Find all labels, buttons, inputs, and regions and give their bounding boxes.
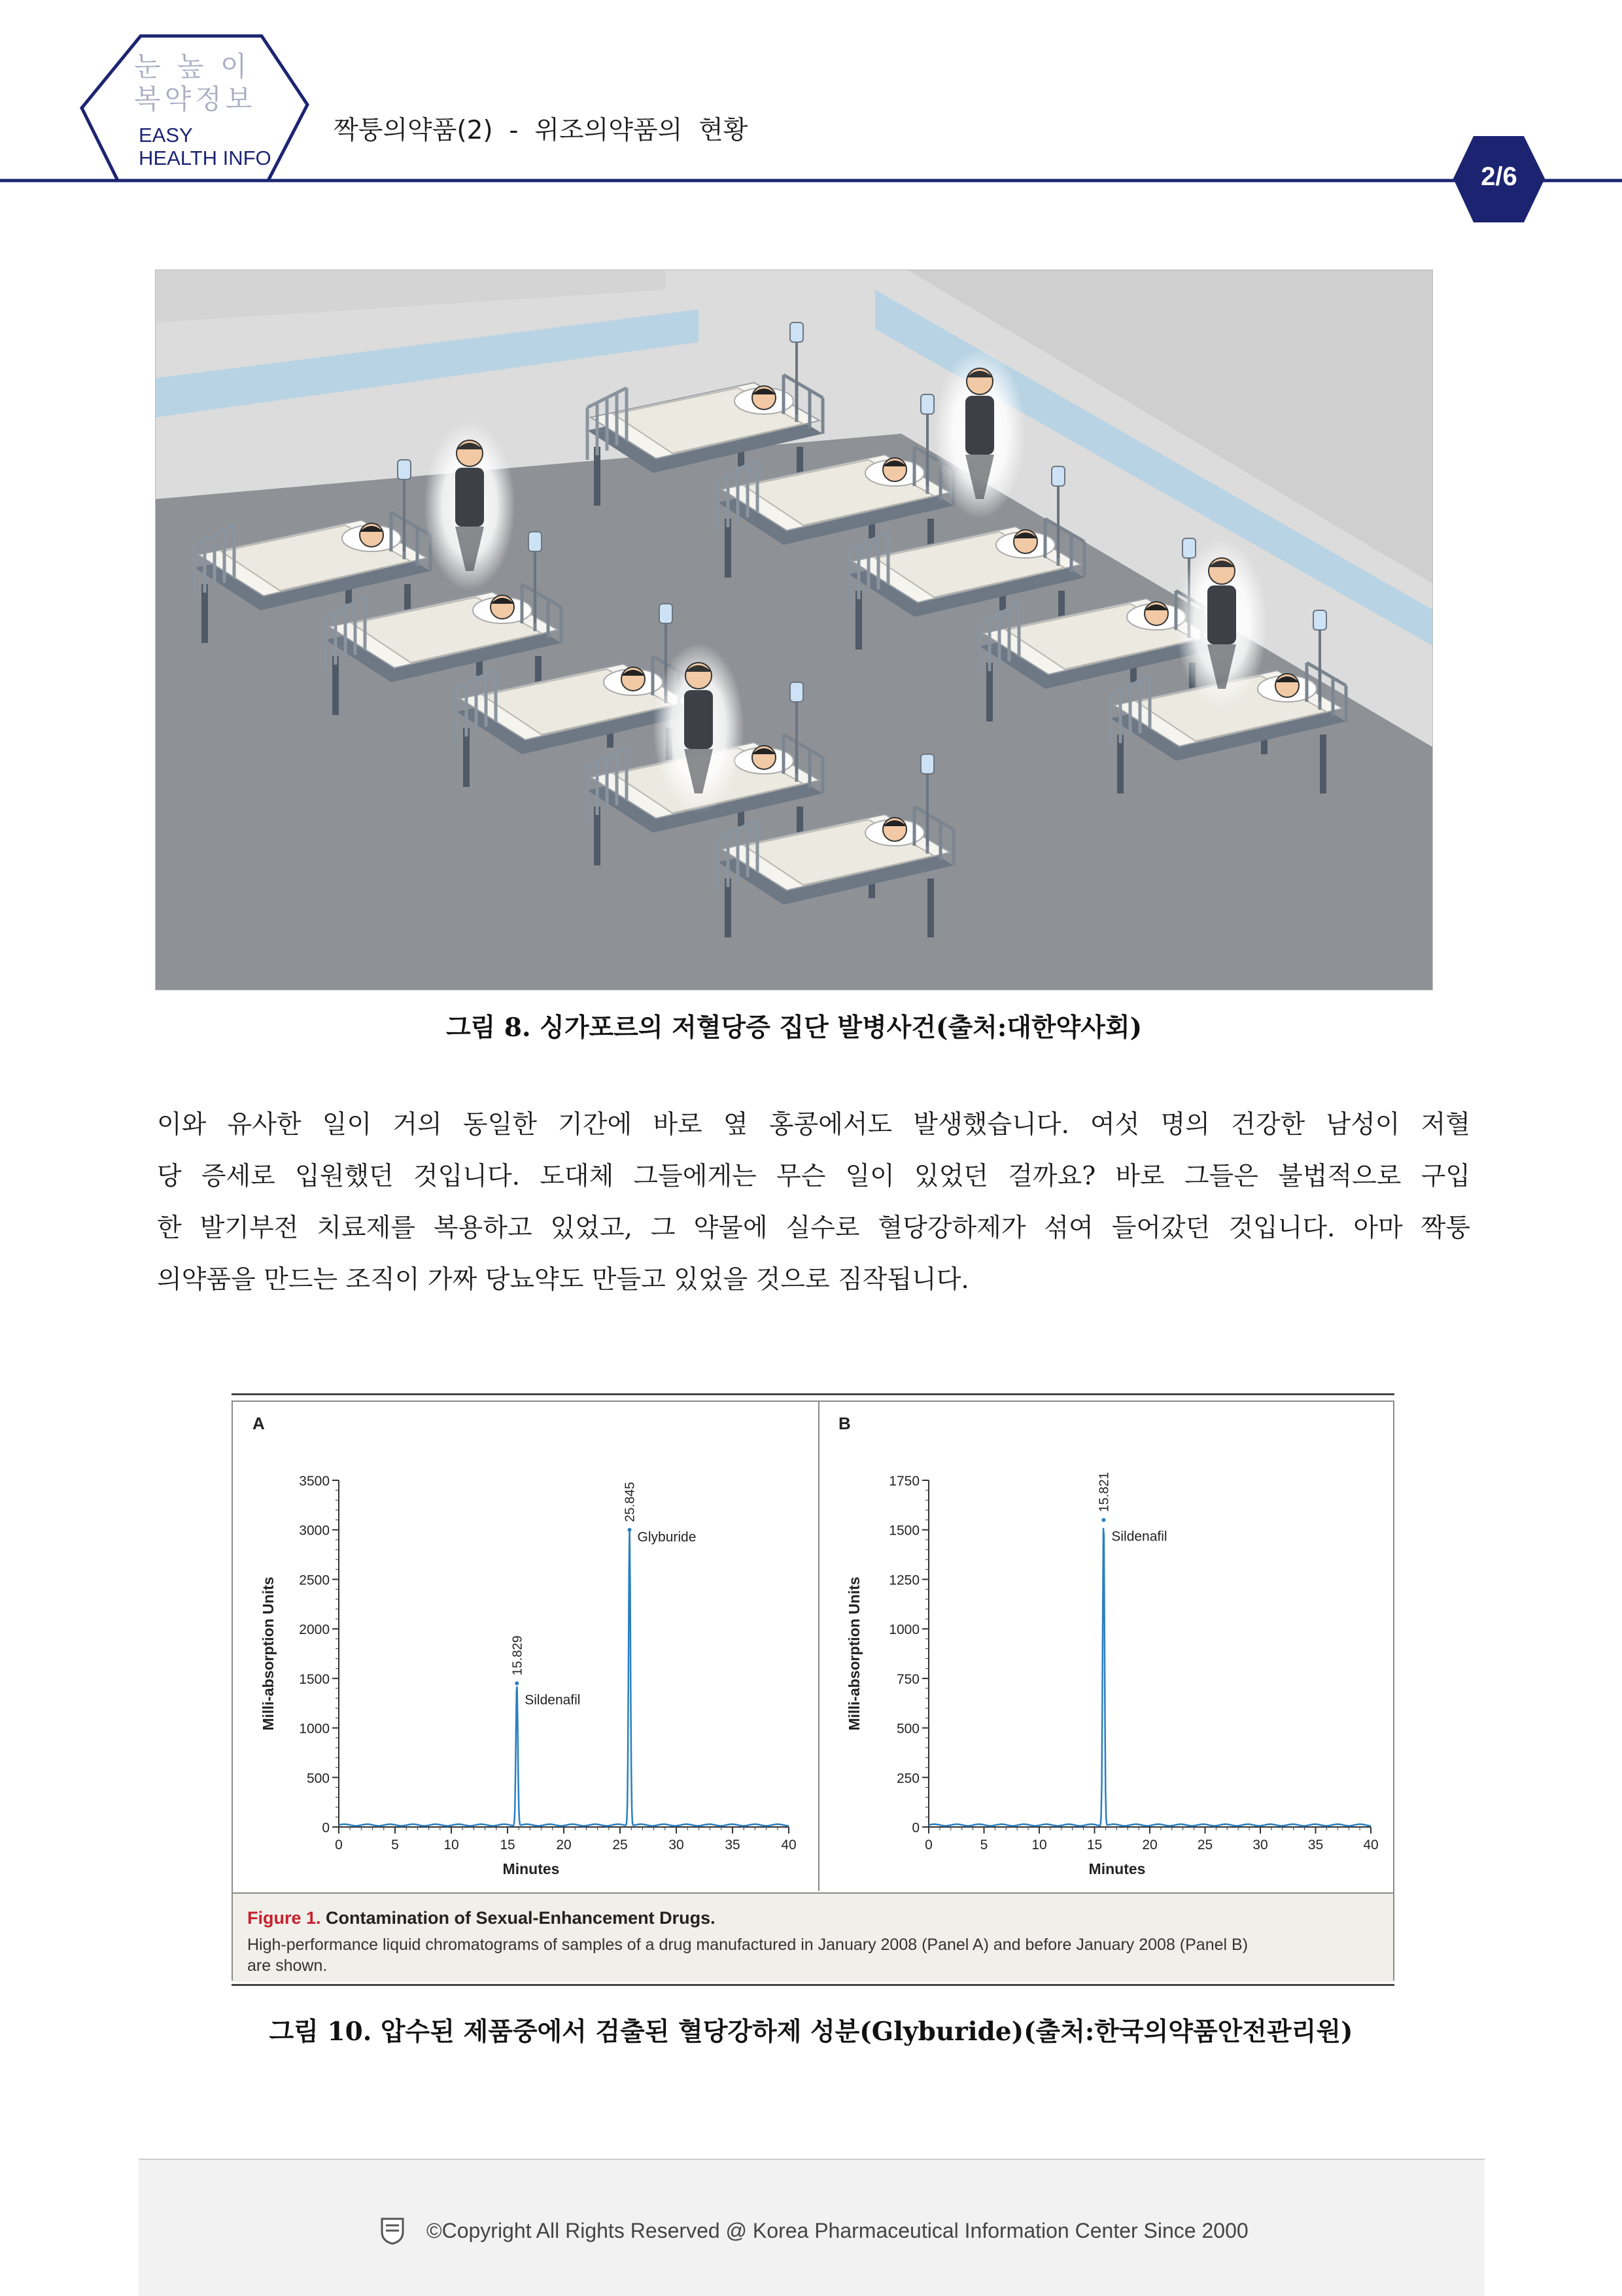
x-axis-label: Minutes [502, 1860, 560, 1877]
chromatogram-frame [232, 1400, 1394, 1981]
x-tick-label: 0 [925, 1837, 933, 1852]
chromatogram-trace [929, 1528, 1371, 1826]
x-tick-label: 25 [612, 1837, 628, 1852]
figure8-caption: 그림 8. 싱가포르의 저혈당증 집단 발병사건(출처:대한약사회) [445, 1013, 1143, 1043]
peak-point [515, 1681, 519, 1685]
x-tick-label: 25 [1197, 1837, 1213, 1852]
paragraph-line: 당 증세로 입원했던 것입니다. 도대체 그들에게는 무슨 일이 있었던 걸까요? 바로 그들은 불법적으로 구입 [157, 1162, 1470, 1191]
x-tick-label: 5 [980, 1837, 988, 1852]
y-tick-label: 1250 [889, 1573, 920, 1588]
page-number: 2/6 [1481, 162, 1517, 191]
peak-compound-label: Sildenafil [525, 1692, 581, 1708]
y-tick-label: 500 [896, 1721, 920, 1737]
shield-logo-icon [379, 2216, 406, 2245]
figure-label: Figure 1. [247, 1908, 321, 1928]
x-tick-label: 15 [1086, 1837, 1103, 1852]
paragraph-line: 이와 유사한 일이 거의 동일한 기간에 바로 옆 홍콩에서도 발생했습니다. 여섯 명의 건강한 남성이 저혈 [157, 1110, 1470, 1139]
copyright-text: ©Copyright All Rights Reserved @ Korea Pharmaceutical Information Center Since 2000 [426, 2219, 1249, 2242]
chromatogram-chart [233, 1402, 1393, 1891]
x-tick-label: 10 [443, 1837, 459, 1852]
figure-description-line1: High-performance liquid chromatograms of samples of a drug manufactured in January 2008 (Panel A) and before January 2008 (Panel B) [247, 1936, 1249, 1954]
x-tick-label: 40 [1363, 1837, 1379, 1852]
x-tick-label: 20 [1142, 1837, 1158, 1852]
y-tick-label: 1750 [889, 1474, 920, 1489]
logo-korean-line2: 복약정보 [134, 83, 256, 115]
x-tick-label: 15 [500, 1837, 515, 1852]
figure10-caption: 그림 10. 압수된 제품중에서 검출된 혈당강하제 성분(Glyburide)(출처:한국의약품안전관리원) [269, 2017, 1353, 2047]
figure-title-text: Contamination of Sexual-Enhancement Drugs. [320, 1908, 716, 1928]
y-axis-label: Milli-absorption Units [260, 1576, 277, 1731]
logo-english-line2: HEALTH INFO [139, 147, 271, 169]
y-axis-label: Milli-absorption Units [846, 1576, 863, 1731]
y-tick-label: 500 [306, 1771, 330, 1786]
hospital-ward-illustration [155, 270, 1433, 990]
x-tick-label: 10 [1031, 1837, 1047, 1852]
peak-retention-label: 15.821 [1097, 1472, 1112, 1512]
peak-point [1101, 1518, 1105, 1522]
x-tick-label: 20 [556, 1837, 572, 1852]
body-paragraph [157, 1099, 1470, 1306]
peak-compound-label: Glyburide [637, 1529, 697, 1545]
paragraph-line: 의약품을 만드는 조직이 가짜 당뇨약도 만들고 있었을 것으로 짐작됩니다. [157, 1265, 969, 1295]
y-tick-label: 1000 [889, 1622, 920, 1638]
panel-label: B [838, 1414, 851, 1433]
y-tick-label: 1000 [299, 1721, 330, 1737]
x-tick-label: 35 [1307, 1837, 1324, 1852]
x-tick-label: 0 [335, 1837, 343, 1852]
peak-compound-label: Sildenafil [1111, 1529, 1167, 1544]
paragraph-line: 한 발기부전 치료제를 복용하고 있었고, 그 약물에 실수로 혈당강하제가 섞여 들어갔던 것입니다. 아마 짝퉁 [157, 1213, 1470, 1243]
peak-retention-label: 15.829 [510, 1635, 525, 1676]
y-tick-label: 250 [896, 1771, 920, 1786]
logo-korean-line1: 눈 높 이 [134, 50, 251, 82]
y-tick-label: 1500 [889, 1523, 920, 1539]
peak-retention-label: 25.845 [623, 1482, 638, 1522]
chromatogram-trace [339, 1529, 789, 1826]
x-tick-label: 35 [725, 1837, 740, 1852]
x-tick-label: 40 [781, 1837, 797, 1852]
x-tick-label: 30 [668, 1837, 684, 1852]
figure-description-line2: are shown. [247, 1957, 328, 1975]
y-tick-label: 1500 [299, 1671, 330, 1687]
figure-legend-box [233, 1892, 1393, 1982]
document-title: 짝퉁의약품(2) - 위조의약품의 현황 [334, 116, 748, 145]
page-footer [139, 2159, 1485, 2296]
y-tick-label: 3500 [299, 1474, 330, 1489]
y-tick-label: 750 [896, 1671, 920, 1687]
y-tick-label: 0 [322, 1820, 330, 1835]
y-tick-label: 3000 [299, 1523, 330, 1539]
header-graphics [0, 0, 1622, 235]
panel-label: A [252, 1414, 265, 1433]
peak-point [628, 1528, 632, 1532]
x-tick-label: 5 [391, 1837, 399, 1852]
figure-title [247, 1908, 716, 1928]
logo-english-line1: EASY [139, 124, 193, 147]
x-axis-label: Minutes [1088, 1860, 1146, 1877]
y-tick-label: 0 [912, 1820, 920, 1835]
y-tick-label: 2500 [299, 1573, 330, 1588]
chromatogram-figure [232, 1393, 1394, 1986]
y-tick-label: 2000 [299, 1622, 330, 1638]
x-tick-label: 30 [1252, 1837, 1268, 1852]
